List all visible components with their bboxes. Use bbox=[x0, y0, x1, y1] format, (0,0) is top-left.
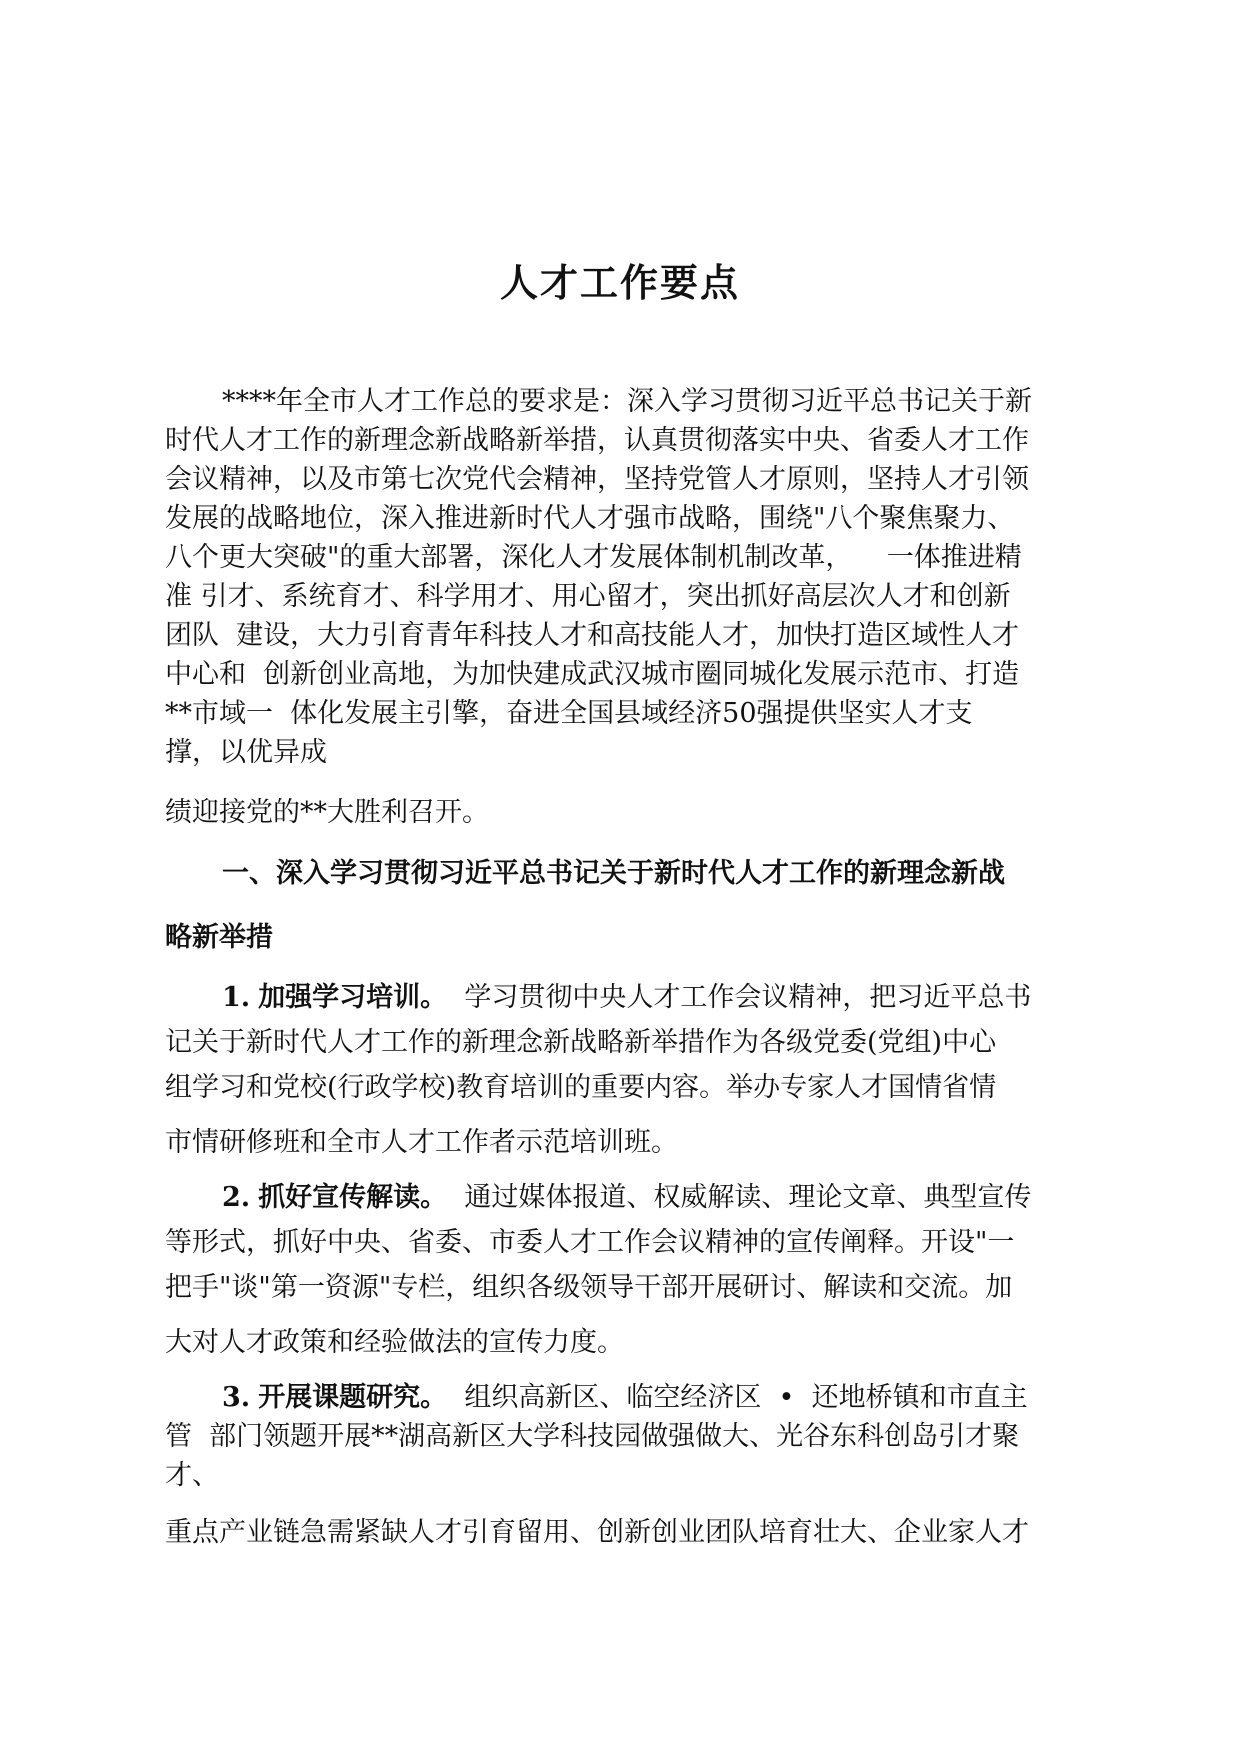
list-item-first-line bbox=[222, 1180, 1031, 1216]
list-item-line: 市情研修班和全市人才工作者示范培训班。 bbox=[165, 1127, 678, 1158]
list-item-line: 等形式，抓好中央、省委、市委人才工作会议精神的宣传阐释。开设"一 bbox=[165, 1227, 1015, 1258]
intro-line: 八个更大突破"的重大部署，深化人才发展体制机制改革， 一体推进精 bbox=[165, 542, 1022, 573]
item-text: 学习贯彻中央人才工作会议精神，把习近平总书 bbox=[447, 982, 1032, 1013]
list-item-first-line bbox=[222, 1380, 1028, 1416]
document-title: 人才工作要点 bbox=[499, 260, 740, 305]
section-heading: 一、深入学习贯彻习近平总书记关于新时代人才工作的新理念新战 bbox=[222, 858, 1005, 889]
item-lead: 抓好宣传解读。 bbox=[258, 1182, 448, 1213]
list-item-line: 把手"谈"第一资源"专栏，组织各级领导干部开展研讨、解读和交流。加 bbox=[165, 1272, 1013, 1303]
item-number: 2. bbox=[222, 1182, 251, 1213]
list-item-line: 才、 bbox=[165, 1460, 219, 1491]
list-item-first-line bbox=[222, 980, 1031, 1016]
intro-line: 发展的战略地位，深入推进新时代人才强市战略，围绕"八个聚焦聚力、 bbox=[165, 503, 1015, 534]
intro-line: ****年全市人才工作总的要求是：深入学习贯彻习近平总书记关于新 bbox=[222, 386, 1032, 417]
item-lead: 开展课题研究。 bbox=[258, 1382, 448, 1413]
intro-line: 中心和 创新创业高地，为加快建成武汉城市圈同城化发展示范市、打造 bbox=[165, 659, 1020, 690]
item-number: 3. bbox=[222, 1382, 251, 1413]
list-item-line: 组学习和党校(行政学校)教育培训的重要内容。举办专家人才国情省情 bbox=[165, 1072, 997, 1103]
item-text: 组织高新区、临空经济区 • 还地桥镇和市直主 bbox=[447, 1382, 1028, 1413]
intro-line: 准 引才、系统育才、科学用才、用心留才，突出抓好高层次人才和创新 bbox=[165, 581, 1011, 612]
list-item-line: 重点产业链急需紧缺人才引育留用、创新创业团队培育壮大、企业家人才 bbox=[165, 1517, 1029, 1548]
intro-line: 时代人才工作的新理念新战略新举措，认真贯彻落实中央、省委人才工作 bbox=[165, 425, 1029, 456]
list-item-line: 管 部门领题开展**湖高新区大学科技园做强做大、光谷东科创岛引才聚 bbox=[165, 1421, 1020, 1452]
intro-line: **市域一 体化发展主引擎，奋进全国县域经济50强提供坚实人才支 bbox=[165, 698, 973, 729]
intro-line: 团队 建设，大力引育青年科技人才和高技能人才，加快打造区域性人才 bbox=[165, 620, 1020, 651]
list-item-line: 记关于新时代人才工作的新理念新战略新举措作为各级党委(党组)中心 bbox=[165, 1027, 997, 1058]
intro-line: 会议精神，以及市第七次党代会精神，坚持党管人才原则，坚持人才引领 bbox=[165, 464, 1029, 495]
item-number: 1. bbox=[222, 982, 251, 1013]
intro-line: 撑，以优异成 bbox=[165, 737, 327, 768]
intro-line: 绩迎接党的**大胜利召开。 bbox=[165, 797, 489, 828]
section-heading-continued: 略新举措 bbox=[165, 922, 273, 953]
item-lead: 加强学习培训。 bbox=[258, 982, 448, 1013]
item-text: 通过媒体报道、权威解读、理论文章、典型宣传 bbox=[447, 1182, 1032, 1213]
list-item-line: 大对人才政策和经验做法的宣传力度。 bbox=[165, 1327, 624, 1358]
